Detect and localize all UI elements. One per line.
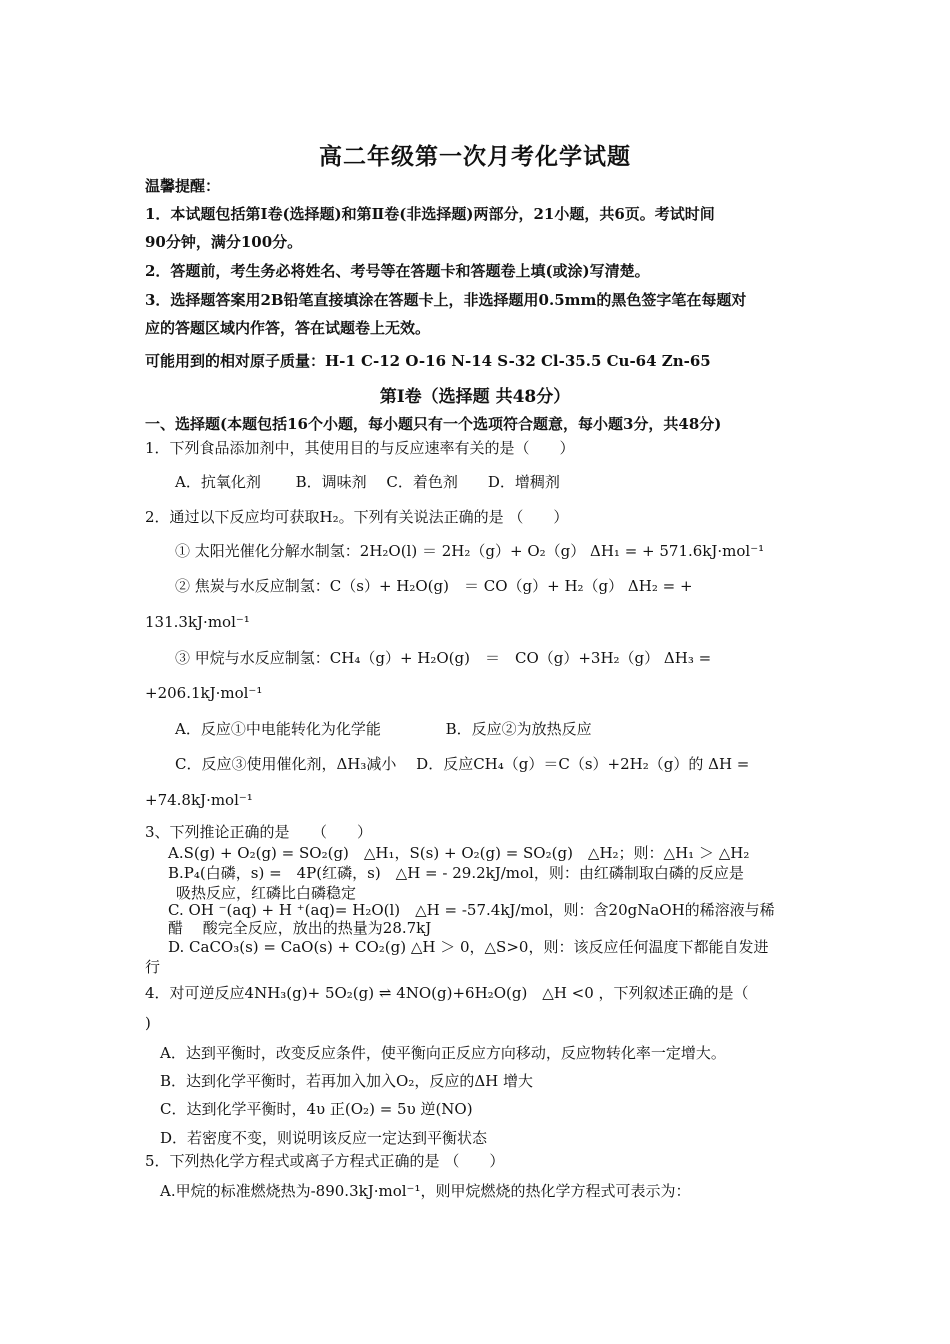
q4-option-c: C．达到化学平衡时，4υ 正(O₂) = 5υ 逆(NO) bbox=[160, 1100, 473, 1118]
q3-option-c: C. OH ⁻(aq) + H ⁺(aq)= H₂O(l) △H = -57.4kJ/mol，则：含20gNaOH的稀溶液与稀 bbox=[168, 901, 775, 919]
page-title: 高二年级第一次月考化学试题 bbox=[319, 143, 631, 170]
q4-option-a: A．达到平衡时，改变反应条件，使平衡向正反应方向移动，反应物转化率一定增大。 bbox=[160, 1044, 726, 1062]
q4-stem: 4．对可逆反应4NH₃(g)+ 5O₂(g) ⇌ 4NO(g)+6H₂O(g) △H <0 ，下列叙述正确的是（ bbox=[145, 984, 749, 1002]
notice-heading: 温馨提醒： bbox=[145, 177, 221, 195]
q2-options-ab: A．反应①中电能转化为化学能 B．反应②为放热反应 bbox=[175, 720, 592, 738]
q3-option-c-cont: 醋 酸完全反应，放出的热量为28.7kJ bbox=[168, 919, 432, 937]
notice-item-2: 2．答题前，考生务必将姓名、考号等在答题卡和答题卷上填(或涂)写清楚。 bbox=[145, 262, 650, 280]
q2-options-cd: C．反应③使用催化剂，ΔH₃减小 D．反应CH₄（g）＝C（s）+2H₂（g）的 ΔH = bbox=[175, 755, 750, 773]
q1-stem: 1．下列食品添加剂中，其使用目的与反应速率有关的是（ ） bbox=[145, 439, 575, 457]
q3-option-b: B.P₄(白磷，s) = 4P(红磷，s) △H = - 29.2kJ/mol，则：由红磷制取白磷的反应是 bbox=[168, 864, 744, 882]
q1-options: A．抗氧化剂 B．调味剂 C．着色剂 D．增稠剂 bbox=[175, 473, 560, 491]
notice-item-1: 1．本试题包括第Ⅰ卷(选择题)和第Ⅱ卷(非选择题)两部分，21小题，共6页。考试时间 bbox=[145, 205, 715, 223]
q4-stem-cont: ) bbox=[145, 1014, 151, 1032]
q3-option-a: A.S(g) + O₂(g) = SO₂(g) △H₁，S(s) + O₂(g) = SO₂(g) △H₂；则：△H₁ ＞ △H₂ bbox=[168, 844, 750, 862]
q3-option-d-cont: 行 bbox=[145, 958, 161, 976]
q3-stem: 3、下列推论正确的是 （ ） bbox=[145, 823, 373, 841]
q2-options-cd-cont: +74.8kJ·mol⁻¹ bbox=[145, 791, 253, 809]
atomic-masses: 可能用到的相对原子质量：H-1 C-12 O-16 N-14 S-32 Cl-35.5 Cu-64 Zn-65 bbox=[145, 352, 711, 370]
q5-stem: 5．下列热化学方程式或离子方程式正确的是 （ ） bbox=[145, 1152, 505, 1170]
notice-item-3-cont: 应的答题区域内作答，答在试题卷上无效。 bbox=[145, 319, 431, 337]
notice-item-1-cont: 90分钟，满分100分。 bbox=[145, 233, 303, 251]
section1-heading: 一、选择题(本题包括16个小题，每小题只有一个选项符合题意，每小题3分，共48分) bbox=[145, 415, 722, 433]
part1-title: 第Ⅰ卷（选择题 共48分） bbox=[379, 387, 571, 407]
q3-option-d: D. CaCO₃(s) = CaO(s) + CO₂(g) △H ＞ 0，△S>0，则：该反应任何温度下都能自发进 bbox=[168, 938, 769, 956]
q2-reaction-1: ① 太阳光催化分解水制氢：2H₂O(l) ＝ 2H₂（g）+ O₂（g） ΔH₁ = + 571.6kJ·mol⁻¹ bbox=[175, 542, 765, 560]
q2-reaction-2: ② 焦炭与水反应制氢：C（s）+ H₂O(g) ＝ CO（g）+ H₂（g） ΔH₂ = + bbox=[175, 577, 693, 595]
q4-option-b: B．达到化学平衡时，若再加入加入O₂，反应的ΔH 增大 bbox=[160, 1072, 534, 1090]
q2-reaction-2-cont: 131.3kJ·mol⁻¹ bbox=[145, 613, 250, 631]
q3-option-b-cont: 吸热反应，红磷比白磷稳定 bbox=[176, 884, 357, 902]
q4-option-d: D．若密度不变，则说明该反应一定达到平衡状态 bbox=[160, 1129, 488, 1147]
q2-stem: 2．通过以下反应均可获取H₂。下列有关说法正确的是 （ ） bbox=[145, 508, 569, 526]
q5-option-a: A.甲烷的标准燃烧热为-890.3kJ·mol⁻¹，则甲烷燃烧的热化学方程式可表示为： bbox=[160, 1182, 691, 1200]
notice-item-3: 3．选择题答案用2B铅笔直接填涂在答题卡上，非选择题用0.5mm的黑色签字笔在每题对 bbox=[145, 291, 747, 309]
q2-reaction-3-cont: +206.1kJ·mol⁻¹ bbox=[145, 684, 263, 702]
q2-reaction-3: ③ 甲烷与水反应制氢：CH₄（g）+ H₂O(g) ＝ CO（g）+3H₂（g） ΔH₃ = bbox=[175, 649, 712, 667]
